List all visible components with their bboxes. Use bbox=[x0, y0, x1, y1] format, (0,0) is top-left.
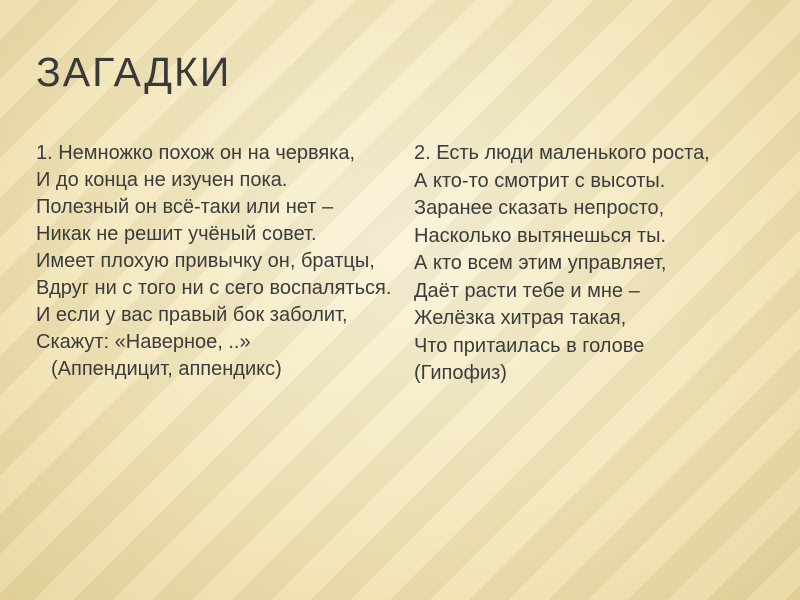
riddle-1-line: Никак не решит учёный совет. bbox=[36, 223, 317, 245]
riddle-2-line: Заранее сказать непросто, bbox=[414, 197, 665, 219]
riddle-2-line: 2. Есть люди маленького роста, bbox=[414, 142, 710, 164]
riddle-1-line: Скажут: «Наверное, ..» bbox=[36, 331, 251, 353]
slide-title: ЗАГАДКИ bbox=[36, 49, 232, 95]
riddle-1 bbox=[36, 143, 406, 386]
riddle-1-line: Полезный он всё-таки или нет – bbox=[36, 196, 334, 218]
riddle-1-line: И до конца не изучен пока. bbox=[36, 169, 288, 191]
riddle-1-line: Имеет плохую привычку он, братцы, bbox=[36, 250, 375, 272]
riddle-2-line: Желёзка хитрая такая, bbox=[414, 307, 627, 329]
riddle-2-line: Даёт расти тебе и мне – bbox=[414, 279, 640, 302]
riddle-2-line: А кто всем этим управляет, bbox=[414, 252, 667, 274]
riddle-2-answer: (Гипофиз) bbox=[414, 362, 507, 384]
riddle-1-answer: (Аппендицит, аппендикс) bbox=[51, 358, 282, 380]
riddle-2-line: Что притаилась в голове bbox=[414, 334, 645, 357]
riddle-2 bbox=[414, 143, 784, 391]
riddle-1-line: Вдруг ни с того ни с сего воспаляться. bbox=[36, 277, 392, 299]
riddle-1-line: 1. Немножко похож он на червяка, bbox=[36, 142, 356, 164]
riddle-2-line: А кто-то смотрит с высоты. bbox=[414, 169, 666, 192]
riddle-1-line: И если у вас правый бок заболит, bbox=[36, 304, 348, 326]
riddle-2-line: Насколько вытянешься ты. bbox=[414, 224, 667, 247]
